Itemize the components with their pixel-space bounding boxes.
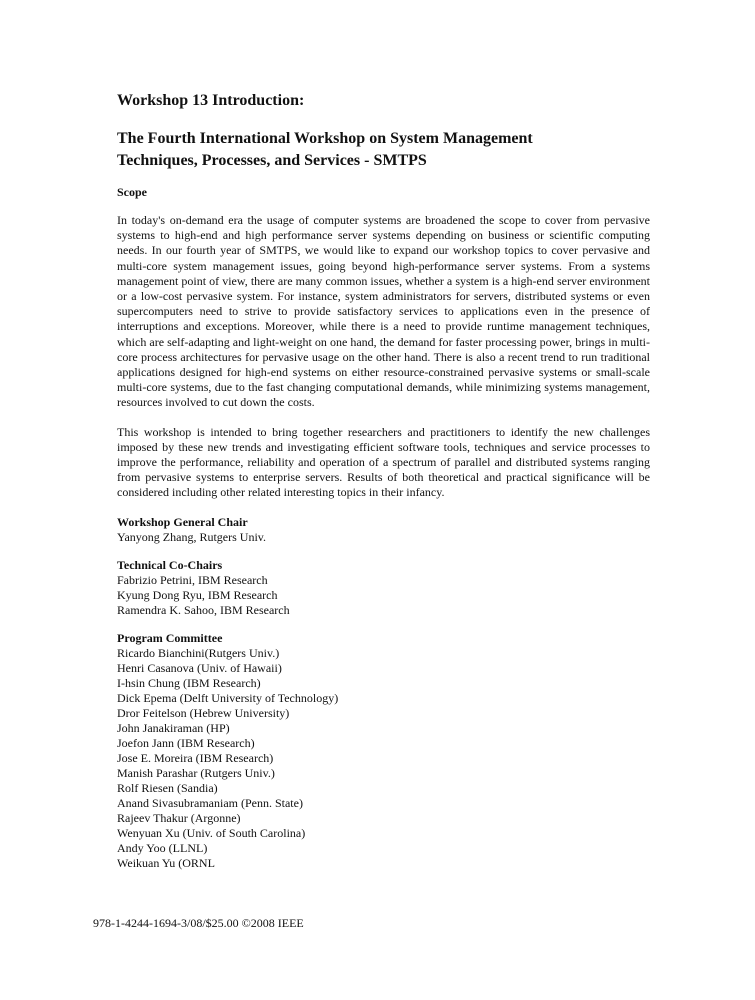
section-program-committee xyxy=(117,631,650,871)
member-line: Joefon Jann (IBM Research) xyxy=(117,735,255,750)
member-line: Rajeev Thakur (Argonne) xyxy=(117,810,241,825)
scope-heading: Scope xyxy=(117,185,147,199)
member-line: Fabrizio Petrini, IBM Research xyxy=(117,572,268,587)
scope-paragraph-1: In today's on-demand era the usage of computer systems are broadened the scope to cover from pervasive systems to high-end and high performance server systems depending on business or scientific computing needs. In our fourth year of SMTPS, we would like to expand our workshop topics to cover pervasive and multi-core system management issues, going beyond high-performance server systems. From a systems management point of view, there are many common issues, whether a system is a high-end server environment or a low-cost pervasive system. For instance, system administrators for servers, distributed systems or even supercomputers need to strive to provide satisfactory services to applications even in the presence of interruptions and exceptions. Moreover, while there is a need to provide runtime management techniques, which are self-adapting and light-weight on one hand, the demand for faster processing power, brings in multi-core process architectures for pervasive usage on the other hand. There is also a recent trend to run traditional applications designed for high-end systems on either resource-constrained pervasive systems or small-scale multi-core systems, due to the fast changing computational demands, while minimizing systems management, resources involved to cut down the costs. xyxy=(117,213,650,410)
member-line: Manish Parashar (Rutgers Univ.) xyxy=(117,765,275,780)
program-committee-heading: Program Committee xyxy=(117,630,223,645)
member-line: Kyung Dong Ryu, IBM Research xyxy=(117,587,278,602)
technical-cochairs-heading: Technical Co-Chairs xyxy=(117,557,223,572)
general-chair-heading: Workshop General Chair xyxy=(117,514,248,529)
member-line: John Janakiraman (HP) xyxy=(117,720,230,735)
member-line: Ramendra K. Sahoo, IBM Research xyxy=(117,602,290,617)
member-line: Andy Yoo (LLNL) xyxy=(117,840,208,855)
member-line: I-hsin Chung (IBM Research) xyxy=(117,675,261,690)
copyright-isbn-line: 978-1-4244-1694-3/08/$25.00 ©2008 IEEE xyxy=(93,916,304,930)
member-line: Jose E. Moreira (IBM Research) xyxy=(117,750,274,765)
section-general-chair xyxy=(117,515,650,545)
member-line: Anand Sivasubramaniam (Penn. State) xyxy=(117,795,303,810)
section-technical-cochairs xyxy=(117,558,650,618)
member-line: Dick Epema (Delft University of Technology) xyxy=(117,690,339,705)
workshop-number-heading: Workshop 13 Introduction: xyxy=(117,92,305,109)
member-line: Wenyuan Xu (Univ. of South Carolina) xyxy=(117,825,306,840)
member-line: Henri Casanova (Univ. of Hawaii) xyxy=(117,660,282,675)
member-line: Ricardo Bianchini(Rutgers Univ.) xyxy=(117,645,280,660)
member-line: Weikuan Yu (ORNL xyxy=(117,855,215,870)
scope-paragraph-2: This workshop is intended to bring together researchers and practitioners to identify the new challenges imposed by these new trends and investigating efficient software tools, techniques and service processes to improve the performance, reliability and operation of a spectrum of parallel and distributed systems ranging from pervasive systems to enterprise servers. Results of both theoretical and practical significance will be considered including other related interesting topics in their infancy. xyxy=(117,424,650,500)
member-line: Dror Feitelson (Hebrew University) xyxy=(117,705,290,720)
page-content xyxy=(117,0,650,871)
member-line: Rolf Riesen (Sandia) xyxy=(117,780,218,795)
workshop-title: The Fourth International Workshop on System Management Techniques, Processes, and Services - SMTPS xyxy=(117,130,533,169)
member-line: Yanyong Zhang, Rutgers Univ. xyxy=(117,529,266,544)
